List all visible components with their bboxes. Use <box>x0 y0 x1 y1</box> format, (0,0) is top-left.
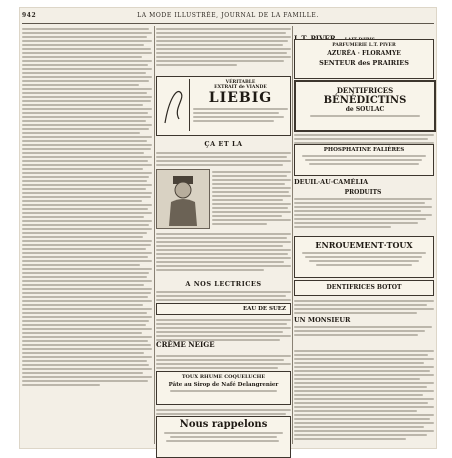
section-a-nos-lectrices: A NOS LECTRICES <box>185 280 262 288</box>
benedictins-label: BÉNÉDICTINS <box>323 95 407 106</box>
small-ads-text <box>156 353 291 371</box>
soulac-label: de SOULAC <box>345 106 385 113</box>
ca-et-la-more-text <box>156 231 291 273</box>
deuil-title: DEUIL·AU·CAMÉLIA <box>294 178 369 186</box>
botot-title: DENTIFRICES BOTOT <box>326 284 402 291</box>
liebig-signature <box>159 79 190 131</box>
phosphatine-title: PHOSPHATINE FALIÈRES <box>323 147 405 153</box>
page-header <box>20 12 436 22</box>
column-divider-1 <box>154 26 155 444</box>
dentifrices-label: DENTIFRICES <box>336 86 394 95</box>
benedictins-ad <box>294 80 436 132</box>
column-right-ads <box>294 26 434 444</box>
journal-page <box>20 8 436 448</box>
un-monsieur-title: UN MONSIEUR <box>294 316 351 324</box>
pate-nafe-ad <box>156 371 291 405</box>
right-text-3 <box>294 348 434 442</box>
article-text <box>22 28 152 386</box>
eau-de-suez-title: EAU DE SUEZ <box>242 306 286 312</box>
un-monsieur-ad <box>294 316 432 344</box>
liebig-top: VÉRITABLE <box>225 80 256 85</box>
piver-parfumerie-ad <box>294 39 434 79</box>
column-left <box>22 26 152 444</box>
piver-azurea: AZURÉA · FLORAMYE <box>327 50 401 57</box>
phosphatine-ad <box>294 144 434 176</box>
nous-rappelons-title: Nous rappelons <box>179 419 268 430</box>
nous-rappelons-ad <box>156 416 291 458</box>
piver-lait-iris-ad <box>294 26 432 38</box>
piver-senteur: SENTEUR des PRAIRIES <box>319 59 409 67</box>
liebig-brand: LIEBIG <box>208 90 273 106</box>
liebig-line1: EXTRAIT de VIANDE <box>214 85 267 90</box>
enrouement-ad <box>294 236 434 278</box>
right-text-2 <box>294 298 434 316</box>
article-text-top <box>156 28 291 66</box>
produits-title: PRODUITS <box>344 189 382 196</box>
column-divider-2 <box>292 26 293 444</box>
piver-parfumerie: PARFUMERIE L.T. PIVER <box>332 43 396 48</box>
creme-neige-ad <box>156 340 289 352</box>
soldier-figure <box>157 170 209 228</box>
toux-title: TOUX RHUME COQUELUCHE <box>181 374 266 380</box>
header-rule <box>22 23 434 24</box>
section-ca-et-la: ÇA ET LA <box>204 140 243 148</box>
produits-ad <box>294 189 432 233</box>
enrouement-title: ENROUEMENT·TOUX <box>315 240 413 250</box>
column-middle <box>156 26 291 444</box>
pate-nafe-title: Pâte au Sirop de Nafé Delangrenier <box>168 382 279 388</box>
deuil-camelia-ad <box>294 178 432 188</box>
liebig-ad <box>156 76 291 136</box>
ca-et-la-side-text <box>212 169 291 227</box>
ca-et-la-text <box>156 150 291 168</box>
eau-de-suez-ad <box>156 303 291 315</box>
creme-neige-title: CRÈME NEIGE <box>156 340 215 349</box>
signature-mark <box>159 79 189 131</box>
soldier-illustration <box>156 169 210 229</box>
botot-ad <box>294 280 434 296</box>
journal-title: LA MODE ILLUSTRÉE, JOURNAL DE LA FAMILLE. <box>137 12 319 19</box>
page-number: 942 <box>22 12 37 19</box>
